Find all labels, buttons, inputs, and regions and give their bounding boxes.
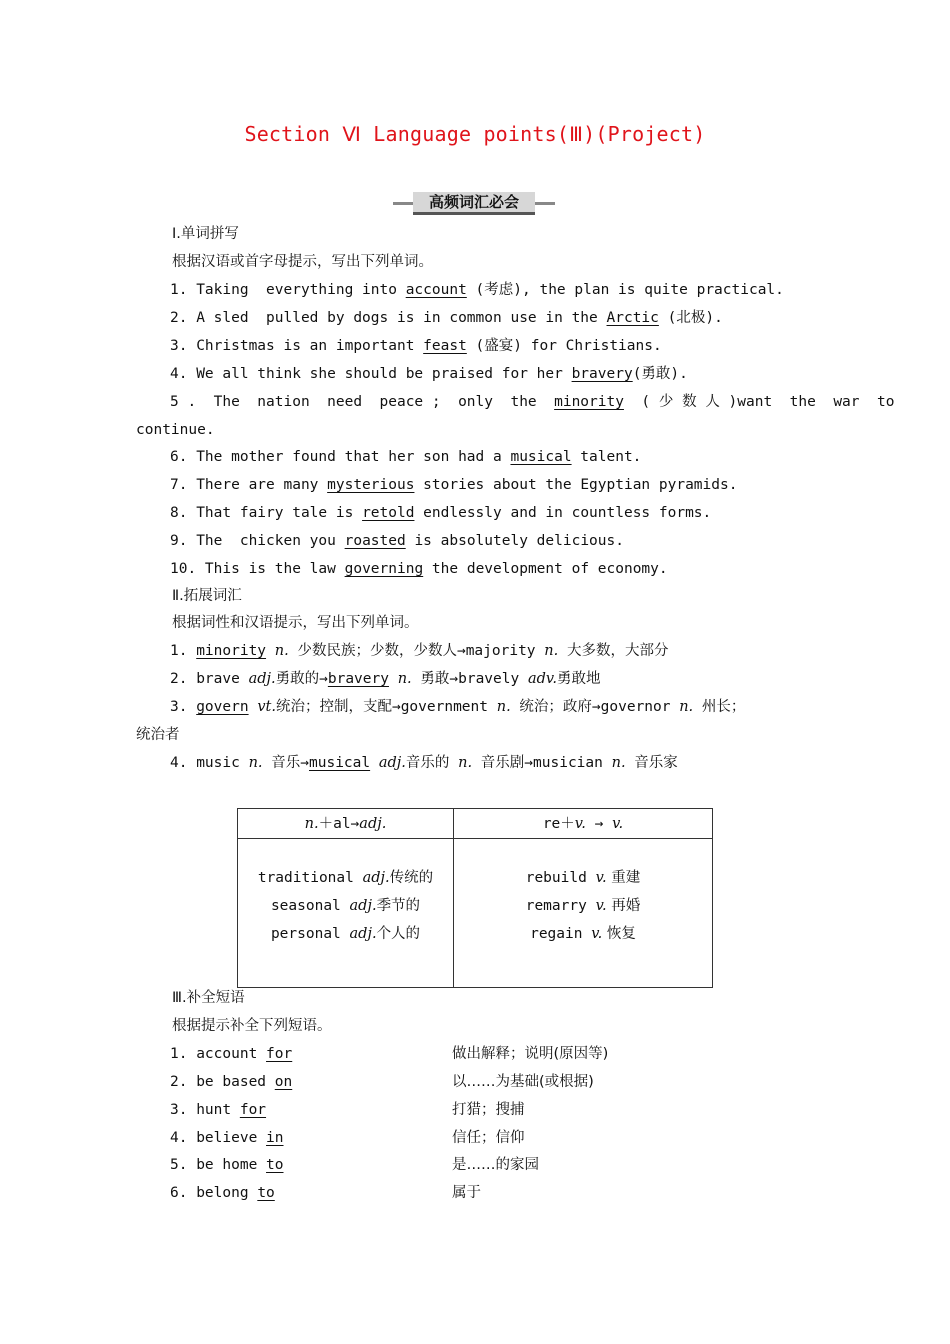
answer: for	[239, 1102, 267, 1118]
phrase-item	[170, 1100, 266, 1120]
part-of-speech: n.	[679, 699, 694, 715]
section2-heading: Ⅱ.拓展词汇	[172, 588, 242, 604]
item-text: 音乐家	[625, 755, 678, 771]
list-item-continuation: continue.	[136, 422, 215, 438]
table-cell	[238, 839, 454, 988]
item-text: 统治；控制，支配→government	[275, 699, 497, 715]
phrase-meaning: 信任；信仰	[452, 1130, 525, 1146]
header-part: →	[585, 815, 613, 832]
part-of-speech: adj.	[248, 671, 276, 687]
list-item	[170, 641, 668, 661]
answer: bravery	[327, 671, 389, 687]
item-text: 勇敢→bravely	[411, 671, 528, 687]
list-item	[170, 392, 894, 412]
answer: to	[266, 1157, 284, 1173]
entry-meaning: 重建	[606, 870, 641, 886]
item-text: (北极).	[658, 310, 723, 326]
phrase-item	[170, 1072, 292, 1092]
item-text: 大多数，大部分	[558, 643, 669, 659]
item-text: 7. There are many	[170, 477, 328, 493]
item-text: 3. Christmas is an important	[170, 338, 424, 354]
item-text: ( 少 数 人 )want the war to	[623, 394, 895, 410]
entry-meaning: 个人的	[376, 926, 421, 942]
phrase-meaning: 做出解释；说明(原因等)	[452, 1046, 609, 1062]
header-part: ＋al→	[318, 815, 360, 832]
item-text	[370, 755, 379, 771]
answer: on	[274, 1074, 293, 1090]
item-text: 2. brave	[170, 671, 249, 687]
phrase-item	[170, 1128, 284, 1148]
table-entry	[238, 920, 453, 948]
item-text: 6. The mother found that her son had a	[170, 449, 511, 465]
list-item	[170, 280, 784, 300]
answer: musical	[309, 755, 371, 771]
part-of-speech: adj.	[362, 870, 390, 886]
answer: to	[257, 1185, 275, 1201]
item-text: 统治；政府→governor	[510, 699, 680, 715]
item-text: 1.	[170, 643, 197, 659]
part-of-speech: n.	[397, 671, 412, 687]
phrase-meaning: 打猎；搜捕	[452, 1102, 525, 1118]
word-formation-table	[237, 808, 713, 988]
phrase-meaning: 是……的家园	[452, 1157, 539, 1173]
part-of-speech: v.	[591, 926, 603, 942]
table-cell	[454, 839, 713, 988]
phrase-meaning: 属于	[452, 1185, 481, 1201]
entry-meaning: 恢复	[602, 926, 636, 942]
answer: minority	[196, 643, 267, 659]
list-item	[170, 697, 745, 717]
phrase-item	[170, 1183, 275, 1203]
part-of-speech: vt.	[257, 699, 276, 715]
phrase-text: 6. belong	[170, 1185, 258, 1201]
section1-heading: Ⅰ.单词拼写	[172, 226, 239, 242]
part-of-speech: n.	[496, 699, 511, 715]
entry-meaning: 季节的	[376, 898, 421, 914]
entry-word: regain	[530, 926, 592, 942]
item-text: (勇敢).	[632, 366, 688, 382]
table-header-cell	[238, 809, 454, 839]
entry-meaning: 传统的	[389, 870, 434, 886]
item-text	[389, 671, 398, 687]
part-of-speech: v.	[595, 870, 607, 886]
entry-word: traditional	[257, 870, 363, 886]
answer: roasted	[344, 533, 406, 549]
table-entry	[238, 892, 453, 920]
answer: account	[405, 282, 467, 298]
section-banner	[393, 192, 555, 214]
part-of-speech: adj.	[378, 755, 406, 771]
header-part: v.	[612, 815, 624, 832]
part-of-speech: adj.	[349, 898, 377, 914]
item-text: stories about the Egyptian pyramids.	[414, 477, 738, 493]
item-text: 9. The chicken you	[170, 533, 345, 549]
list-item	[170, 669, 600, 689]
item-text: 勇敢地	[556, 671, 601, 687]
entry-word: rebuild	[525, 870, 596, 886]
answer: in	[266, 1130, 284, 1146]
list-item	[170, 308, 723, 328]
item-text: 5 . The nation need peace ; only the	[170, 394, 555, 410]
item-text: 勇敢的→	[275, 671, 328, 687]
part-of-speech: n.	[248, 755, 263, 771]
item-text: talent.	[571, 449, 642, 465]
part-of-speech: adv.	[527, 671, 557, 687]
answer: mysterious	[327, 477, 415, 493]
item-text: 10. This is the law	[170, 561, 345, 577]
phrase-meaning: 以……为基础(或根据)	[452, 1074, 594, 1090]
list-item	[170, 559, 668, 579]
item-text: endlessly and in countless forms.	[414, 505, 712, 521]
item-text: 州长；	[693, 699, 746, 715]
answer: govern	[196, 699, 249, 715]
item-text: 2. A sled pulled by dogs is in common use in the	[170, 310, 607, 326]
header-part: re＋	[542, 815, 575, 832]
table-entry	[454, 864, 712, 892]
item-text: the development of economy.	[423, 561, 668, 577]
entry-meaning: 再婚	[606, 898, 641, 914]
phrase-item	[170, 1044, 292, 1064]
section3-instruction: 根据提示补全下列短语。	[172, 1018, 332, 1034]
part-of-speech: n.	[611, 755, 626, 771]
list-item	[170, 475, 737, 495]
answer: minority	[554, 394, 624, 410]
answer: bravery	[571, 366, 633, 382]
item-text: 4. music	[170, 755, 249, 771]
item-text: 8. That fairy tale is	[170, 505, 363, 521]
list-item	[170, 503, 711, 523]
section2-instruction: 根据词性和汉语提示，写出下列单词。	[172, 615, 419, 631]
answer: governing	[344, 561, 424, 577]
list-item-continuation: 统治者	[136, 727, 180, 743]
item-text: 音乐的	[405, 755, 459, 771]
banner-label: 高频词汇必会	[413, 192, 535, 215]
phrase-text: 1. account	[170, 1046, 267, 1062]
phrase-text: 5. be home	[170, 1157, 267, 1173]
entry-word: personal	[270, 926, 350, 942]
list-item	[170, 447, 641, 467]
table-header-row	[238, 809, 713, 839]
part-of-speech: adj.	[349, 926, 377, 942]
entry-word: remarry	[525, 898, 596, 914]
item-text: is absolutely delicious.	[405, 533, 624, 549]
table-row	[238, 839, 713, 988]
item-text: 1. Taking everything into	[170, 282, 406, 298]
section1-instruction: 根据汉语或首字母提示，写出下列单词。	[172, 254, 433, 270]
answer: for	[266, 1046, 293, 1062]
part-of-speech: n.	[274, 643, 289, 659]
part-of-speech: n.	[458, 755, 473, 771]
entry-word: seasonal	[270, 898, 350, 914]
table-header-cell	[454, 809, 713, 839]
section3-heading: Ⅲ.补全短语	[172, 990, 245, 1006]
table-entry	[238, 864, 453, 892]
answer: retold	[362, 505, 415, 521]
part-of-speech: n.	[544, 643, 559, 659]
phrase-item	[170, 1155, 284, 1175]
list-item	[170, 364, 688, 384]
header-part: n.	[304, 815, 319, 832]
table-entry	[454, 920, 712, 948]
item-text: 音乐→	[262, 755, 309, 771]
answer: feast	[423, 338, 467, 354]
answer: musical	[510, 449, 572, 465]
phrase-text: 4. believe	[170, 1130, 267, 1146]
phrase-text: 3. hunt	[170, 1102, 240, 1118]
item-text	[266, 643, 275, 659]
header-part: v.	[574, 815, 586, 832]
page-title: Section Ⅵ Language points(Ⅲ)(Project)	[244, 122, 706, 146]
list-item	[170, 753, 678, 773]
item-text: 4. We all think she should be praised for her	[170, 366, 572, 382]
list-item	[170, 336, 662, 356]
table-entry	[454, 892, 712, 920]
item-text: (盛宴) for Christians.	[466, 338, 662, 354]
item-text: 少数民族；少数，少数人→majority	[288, 643, 545, 659]
item-text: 3.	[170, 699, 197, 715]
list-item	[170, 531, 624, 551]
answer: Arctic	[606, 310, 659, 326]
phrase-text: 2. be based	[170, 1074, 275, 1090]
item-text: 音乐剧→musician	[472, 755, 612, 771]
header-part: adj.	[359, 815, 387, 832]
item-text: (考虑), the plan is quite practical.	[466, 282, 784, 298]
part-of-speech: v.	[595, 898, 607, 914]
